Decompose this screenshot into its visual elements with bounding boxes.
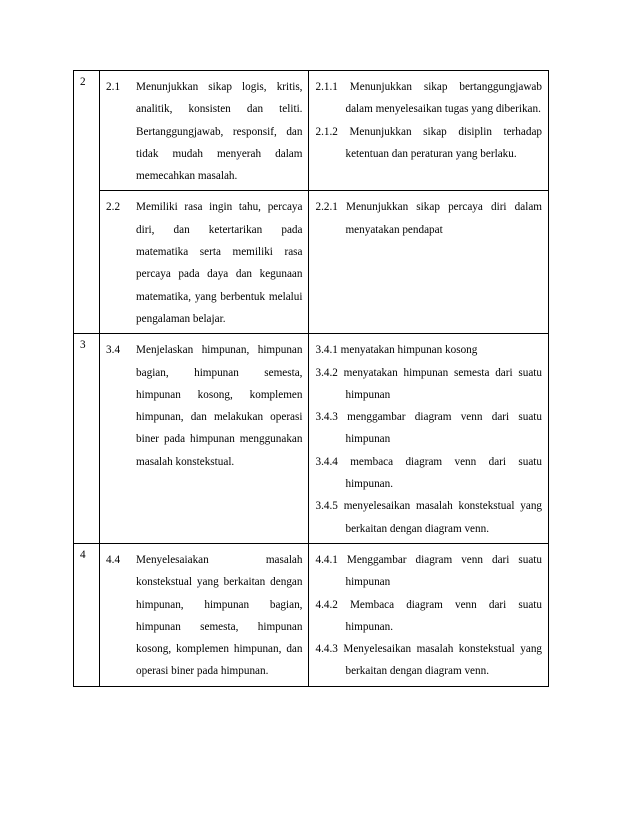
kd-item [106, 196, 302, 330]
indikator-number: 4.4.3 [315, 643, 338, 656]
kd-number: 2.1 [106, 81, 121, 93]
kompetensi-table [73, 70, 549, 687]
indikator-cell [309, 543, 549, 686]
indikator-item [315, 406, 542, 451]
indikator-text: Menunjukkan sikap disiplin terhadap ketentuan dan peraturan yang berlaku. [345, 125, 542, 160]
indikator-text: Menunjukkan sikap percaya diri dalam menyatakan pendapat [345, 201, 543, 236]
indikator-number: 3.4.5 [315, 500, 338, 513]
kd-number: 4.4 [106, 553, 121, 566]
indikator-item [315, 121, 542, 166]
indikator-text: Menunjukkan sikap bertanggungjawab dalam menyelesaikan tugas yang diberikan. [345, 81, 542, 116]
table-row [74, 191, 549, 334]
table-row [74, 71, 549, 191]
indikator-item [315, 495, 542, 540]
indikator-item [315, 196, 542, 241]
indikator-number: 2.1.2 [315, 125, 338, 138]
indikator-text: Menggambar diagram venn dari suatu himpunan [345, 553, 542, 589]
row-number-continued [74, 191, 100, 334]
kd-cell [100, 543, 309, 686]
indikator-text: menyatakan himpunan kosong [340, 344, 478, 357]
kd-item [106, 549, 302, 683]
table-row [74, 543, 549, 686]
indikator-number: 2.1.1 [315, 81, 338, 93]
indikator-item [315, 76, 542, 121]
indikator-item [315, 594, 542, 639]
kd-item [106, 339, 302, 473]
indikator-text: Membaca diagram venn dari suatu himpunan. [345, 598, 542, 633]
row-number-text: 3 [80, 339, 86, 352]
row-number-text: 2 [80, 76, 86, 88]
row-number-text: 4 [80, 548, 86, 561]
indikator-item [315, 638, 542, 683]
kd-cell [100, 71, 309, 191]
kd-number: 2.2 [106, 201, 121, 214]
indikator-text: membaca diagram venn dari suatu himpunan. [345, 455, 542, 491]
indikator-item [315, 549, 542, 594]
indikator-item [315, 362, 542, 407]
indikator-item [315, 451, 542, 496]
indikator-cell [309, 191, 549, 334]
indikator-number: 4.4.1 [315, 553, 338, 566]
table-row [74, 334, 549, 544]
row-number [74, 71, 100, 191]
kd-cell [100, 191, 309, 334]
indikator-number: 4.4.2 [315, 598, 338, 611]
indikator-cell [309, 334, 549, 544]
kd-text: Menunjukkan sikap logis, kritis, analitik, konsisten dan teliti. Bertanggungjawab, responsif, dan tidak mudah menyerah dalam memecahkan masalah. [136, 81, 303, 183]
kd-item [106, 76, 302, 187]
indikator-item [315, 339, 542, 361]
indikator-number: 2.2.1 [315, 201, 338, 214]
kd-text: Menjelaskan himpunan, himpunan bagian, himpunan semesta, himpunan kosong, komplemen himpunan, dan melakukan operasi biner pada himpunan menggunakan masalah konstekstual. [136, 344, 303, 468]
row-number [74, 334, 100, 544]
kd-number: 3.4 [106, 344, 121, 357]
indikator-text: menyatakan himpunan semesta dari suatu himpunan [343, 366, 543, 401]
indikator-cell [309, 71, 549, 191]
indikator-text: menyelesaikan masalah konstekstual yang berkaitan dengan diagram venn. [343, 500, 543, 535]
indikator-number: 3.4.1 [315, 344, 338, 357]
indikator-number: 3.4.3 [315, 411, 338, 424]
indikator-text: Menyelesaikan masalah konstekstual yang berkaitan dengan diagram venn. [343, 643, 543, 678]
indikator-text: menggambar diagram venn dari suatu himpunan [345, 411, 542, 446]
indikator-number: 3.4.2 [315, 366, 338, 379]
kd-text: Menyelesaiakan masalah konstekstual yang berkaitan dengan himpunan, himpunan bagian, himpunan semesta, himpunan kosong, komplemen himpunan, dan operasi biner pada himpunan. [136, 553, 303, 678]
indikator-number: 3.4.4 [315, 455, 338, 468]
kd-cell [100, 334, 309, 544]
kd-text: Memiliki rasa ingin tahu, percaya diri, dan ketertarikan pada matematika serta memiliki rasa percaya pada daya dan kegunaan matematika, yang berbentuk melalui pengalaman belajar. [136, 201, 303, 325]
row-number [74, 543, 100, 686]
